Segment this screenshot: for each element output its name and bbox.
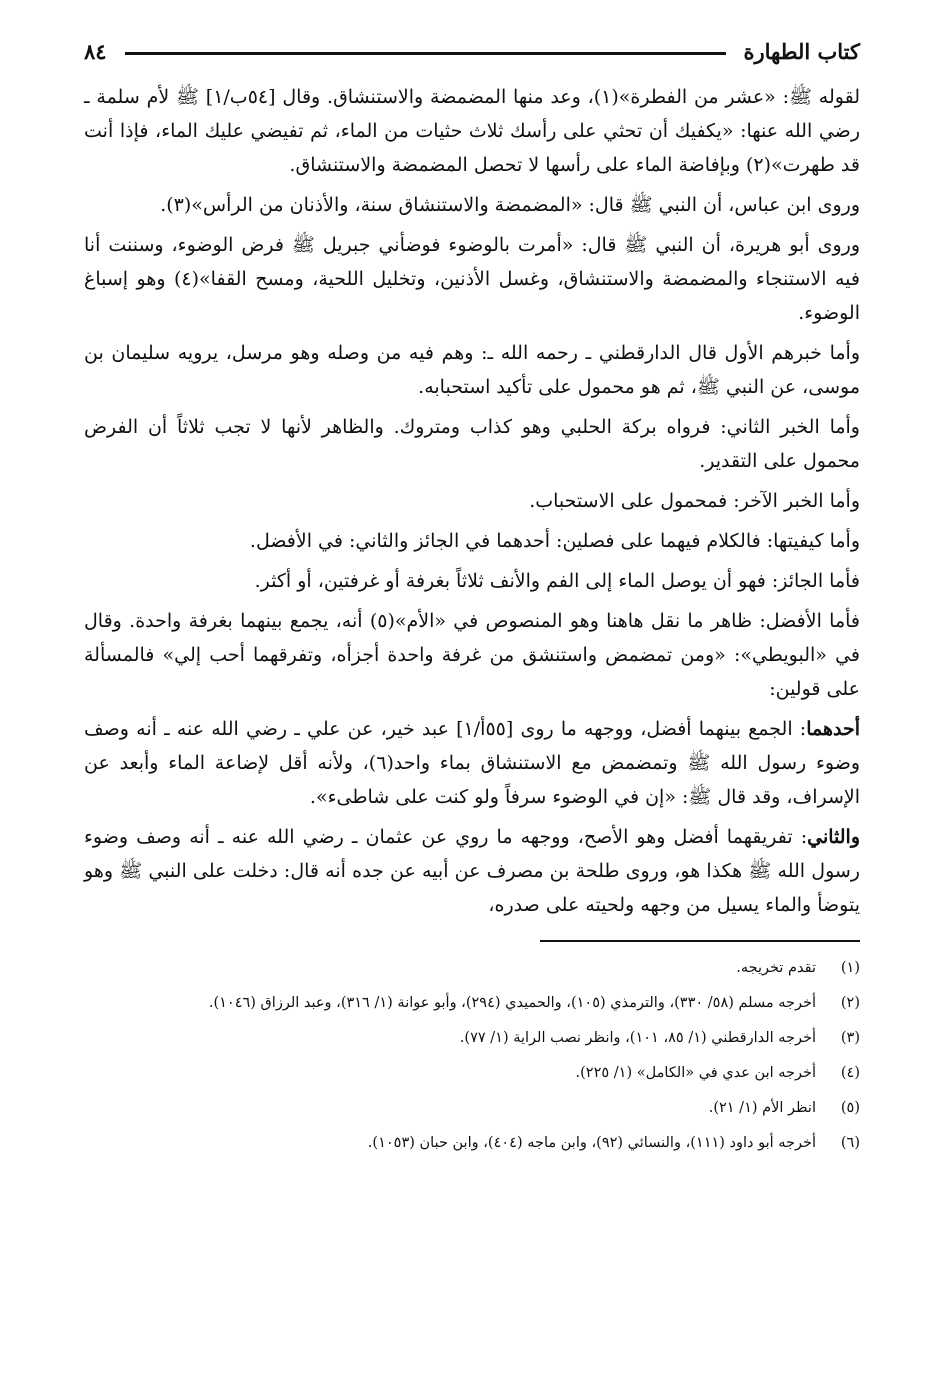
- paragraph-text: فأما الأفضل: ظاهر ما نقل هاهنا وهو المنصوص في «الأم»(٥) أنه، يجمع بينهما بغرفة واحدة. وقال في «البويطي»: «ومن تمضمض واستنشق من غرفة واحدة أجزأه، وتفرقهما أحب إلي» فالمسألة على قولين:: [84, 610, 860, 700]
- paragraph: [84, 820, 860, 922]
- paragraph-lead: أحدهما: [806, 718, 860, 740]
- footnote-text: أخرجه الدارقطني (١/ ٨٥، ١٠١)، وانظر نصب الراية (١/ ٧٧).: [459, 1030, 816, 1046]
- footnote: [84, 991, 860, 1016]
- page-number: ٨٤: [84, 38, 107, 64]
- footnote-text: أخرجه أبو داود (١١١)، والنسائي (٩٢)، وابن ماجه (٤٠٤)، وابن حبان (١٠٥٣).: [367, 1135, 816, 1151]
- footnote-number: (٤): [840, 1065, 860, 1081]
- paragraph: [84, 80, 860, 182]
- paragraph: [84, 564, 860, 598]
- footnote-number: (١): [840, 960, 860, 976]
- paragraph-text: : الجمع بينهما أفضل، ووجهه ما روى [٥٥أ/١] عبد خير، عن علي ـ رضي الله عنه ـ أنه وصف وضوء رسول الله ﷺ وتمضمض مع الاستنشاق بماء واحد(٦)، ولأنه أقل لإضاعة الماء وأبعد عن الإسراف، وقد قال ﷺ: «إن في الوضوء سرفاً ولو كنت على شاطىء».: [84, 718, 860, 808]
- paragraph: [84, 410, 860, 478]
- paragraph-text: وأما الخبر الثاني: فرواه بركة الحلبي وهو كذاب ومتروك. والظاهر لأنها لا تجب ثلاثاً أن الفرض محمول على التقدير.: [84, 416, 860, 472]
- paragraph-text: وروى ابن عباس، أن النبي ﷺ قال: «المضمضة والاستنشاق سنة، والأذنان من الرأس»(٣).: [160, 194, 860, 216]
- paragraph-text: وأما الخبر الآخر: فمحمول على الاستحباب.: [529, 490, 860, 512]
- book-page: [84, 30, 860, 1350]
- paragraph-text: : تفريقهما أفضل وهو الأصح، ووجهه ما روي عن عثمان ـ رضي الله عنه ـ أنه وصف وضوء رسول الله ﷺ هكذا هو، وروى طلحة بن مصرف عن أبيه عن جده أنه قال: دخلت على النبي ﷺ وهو يتوضأ والماء يسيل من وجهه ولحيته على صدره،: [84, 826, 860, 916]
- footnote: [84, 956, 860, 981]
- footnote-text: انظر الأم (١/ ٢١).: [708, 1100, 816, 1116]
- paragraph: [84, 228, 860, 330]
- paragraph-text: وأما كيفيتها: فالكلام فيهما على فصلين: أحدهما في الجائز والثاني: في الأفضل.: [249, 530, 860, 552]
- paragraph: [84, 604, 860, 706]
- footnotes: [84, 956, 860, 1156]
- paragraph: [84, 336, 860, 404]
- footnote-separator: [540, 940, 860, 942]
- header-rule: [125, 52, 726, 55]
- footnote: [84, 1061, 860, 1086]
- book-title: كتاب الطهارة: [743, 38, 860, 64]
- paragraph-lead: والثاني: [807, 826, 860, 848]
- main-text: [84, 80, 860, 922]
- footnote-number: (٢): [840, 995, 860, 1011]
- footnote-number: (٦): [840, 1135, 860, 1151]
- footnote: [84, 1096, 860, 1121]
- footnote-text: تقدم تخريجه.: [736, 960, 816, 976]
- paragraph-text: وأما خبرهم الأول قال الدارقطني ـ رحمه الله ـ: وهم فيه من وصله وهو مرسل، يرويه سليمان بن موسى، عن النبي ﷺ، ثم هو محمول على تأكيد استحبابه.: [84, 342, 860, 398]
- paragraph: [84, 188, 860, 222]
- page-header: [84, 30, 860, 72]
- paragraph-text: لقوله ﷺ: «عشر من الفطرة»(١)، وعد منها المضمضة والاستنشاق. وقال [٥٤ب/١] ﷺ لأم سلمة ـ رضي الله عنها: «يكفيك أن تحثي على رأسك ثلاث حثيات من الماء، ثم تفيضي عليك الماء، فإذا أنت قد طهرت»(٢) وبإفاضة الماء على رأسها لا تحصل المضمضة والاستنشاق.: [84, 86, 860, 176]
- footnote: [84, 1026, 860, 1051]
- paragraph-text: فأما الجائز: فهو أن يوصل الماء إلى الفم والأنف ثلاثاً بغرفة أو غرفتين، أو أكثر.: [254, 570, 860, 592]
- paragraph: [84, 524, 860, 558]
- footnote-text: أخرجه ابن عدي في «الكامل» (١/ ٢٢٥).: [575, 1065, 816, 1081]
- footnote-number: (٣): [840, 1030, 860, 1046]
- footnote-number: (٥): [840, 1100, 860, 1116]
- footnote-text: أخرجه مسلم (٥٨/ ٣٣٠)، والترمذي (١٠٥)، والحميدي (٢٩٤)، وأبو عوانة (١/ ٣١٦)، وعبد الرزاق (١٠٤٦).: [208, 995, 816, 1011]
- paragraph: [84, 484, 860, 518]
- paragraph-text: وروى أبو هريرة، أن النبي ﷺ قال: «أمرت بالوضوء فوضأني جبريل ﷺ فرض الوضوء، وسننت أنا فيه الاستنجاء والمضمضة والاستنشاق، وغسل الأذنين، وتخليل اللحية، ومسح القفا»(٤) وهو إسباغ الوضوء.: [84, 234, 861, 324]
- footnote: [84, 1131, 860, 1156]
- paragraph: [84, 712, 860, 814]
